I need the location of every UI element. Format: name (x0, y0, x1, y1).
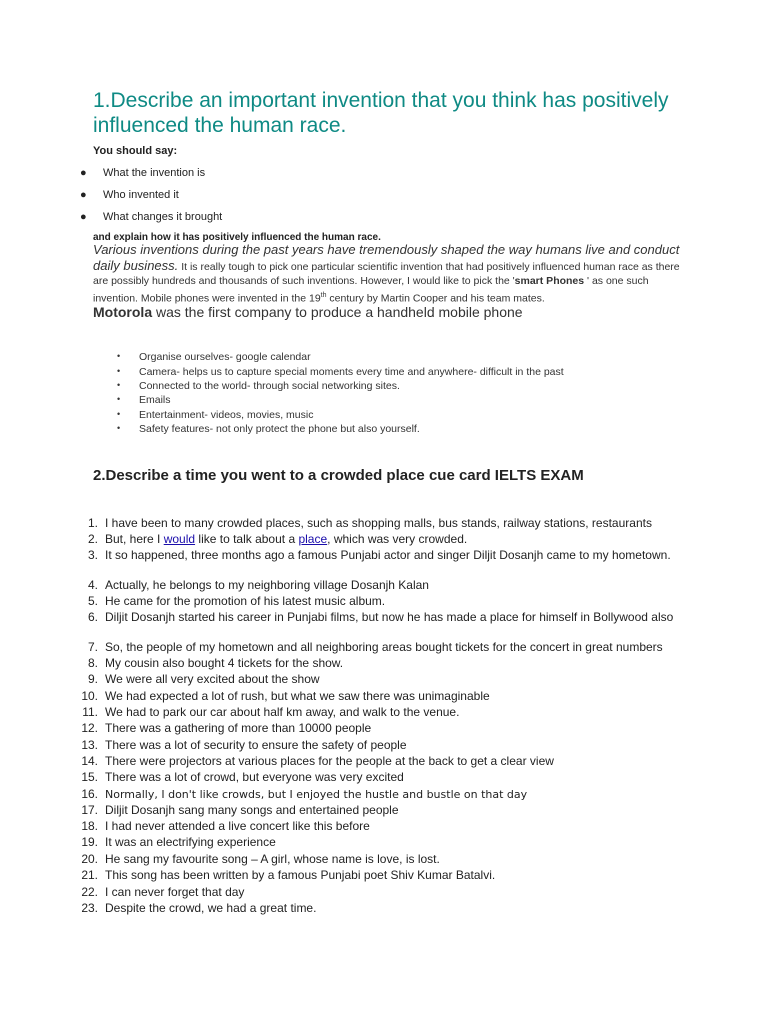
motorola-line: Motorola was the first company to produce a handheld mobile phone (93, 304, 523, 320)
bullet-icon: ● (80, 167, 87, 179)
explain-instruction: and explain how it has positively influenced the human race. (93, 232, 381, 243)
intro-paragraph: Various inventions during the past years have tremendously shaped the way humans live and conduct daily business. It is really tough to pick one particular scientific invention that had positively influenced human race as there are possibly hundreds and thousands of such inventions. However, I would like to pick the 'smart Phones ' as one such invention. Mobile phones were invented in the 19th century by Martin Cooper and his team mates. (93, 242, 680, 304)
section1-heading: 1.Describe an important invention that you think has positively influenced the human race. (93, 89, 669, 137)
document-page: 1.Describe an important invention that you think has positively influenced the human race. You should say: ● What the invention is ● Who invented it ● What changes it brought and explain how it has positively influenced the human race. Various inventions during the past years have tremendously shaped the way humans live and conduct daily business. It is really tough to pick one particular scientific invention that had positively influenced human race as there are possibly hundreds and thousands of such inventions. However, I would like to pick the 'smart Phones ' as one such invention. Mobile phones were invented in the 19th century by Martin Cooper and his team mates. Motorola was the first company to produce a handheld mobile phone • Organise ourselves- google calendar • Camera- helps us to capture special moments every time and anywhere- difficult in the past • Connected to the world- through social networking sites. • Emails • Entertainment- videos, movies, music • Safety features- not only protect the phone but also yourself. 2.Describe a time you went to a crowded place cue card IELTS EXAM 1. I have been to many crowded places, such as shopping malls, bus stands, railway stations, restaurants 2. But, here I would like to talk about a place, which was very crowded. 3. It so happened, three months ago a famous Punjabi actor and singer Diljit Dosanjh came to my hometown. 4. Actually, he belongs to my neighboring village Dosanjh Kalan 5. He came for the promotion of his latest music album. 6. Diljit Dosanjh started his career in Punjabi films, but now he has made a place for himself in Bollywood also 7. So, the people of my hometown and all neighboring areas bought tickets for the concert in great numbers 8. My cousin also bought 4 tickets for the show. 9. We were all very excited about the show 10. We had expected a lot of rush, but what we saw there was unimaginable 11. We had to park our car about half km away, and walk to the venue. 12. There was a gathering of more than 10000 people 13. There was a lot of security to ensure the safety of people 14. There were projectors at various places for the people at the back to get a clear view 15. There was a lot of crowd, but everyone was very excited 16. Normally, I don't like crowds, but I enjoyed the hustle and bustle on that day 17. Diljit Dosanjh sang many songs and entertained people 18. I had never attended a live concert like this before 19. It was an electrifying experience 20. He sang my favourite song – A girl, whose name is love, is lost. 21. This song has been written by a famous Punjabi poet Shiv Kumar Batalvi. 22. I can never forget that day 23. Despite the crowd, we had a great time. (0, 0, 768, 1024)
bullet-icon: • (117, 409, 121, 419)
bullet-icon: • (117, 423, 121, 433)
section2-heading: 2.Describe a time you went to a crowded place cue card IELTS EXAM (93, 467, 584, 484)
link-would[interactable]: would (163, 532, 196, 546)
bullet-icon: • (117, 394, 121, 404)
link-place[interactable]: place (298, 532, 328, 546)
bullet-icon: • (117, 366, 121, 376)
you-should-say-label: You should say: (93, 145, 178, 157)
bullet-icon: ● (80, 211, 87, 223)
bullet-icon: ● (80, 189, 87, 201)
bullet-icon: • (117, 351, 121, 361)
bullet-icon: • (117, 380, 121, 390)
